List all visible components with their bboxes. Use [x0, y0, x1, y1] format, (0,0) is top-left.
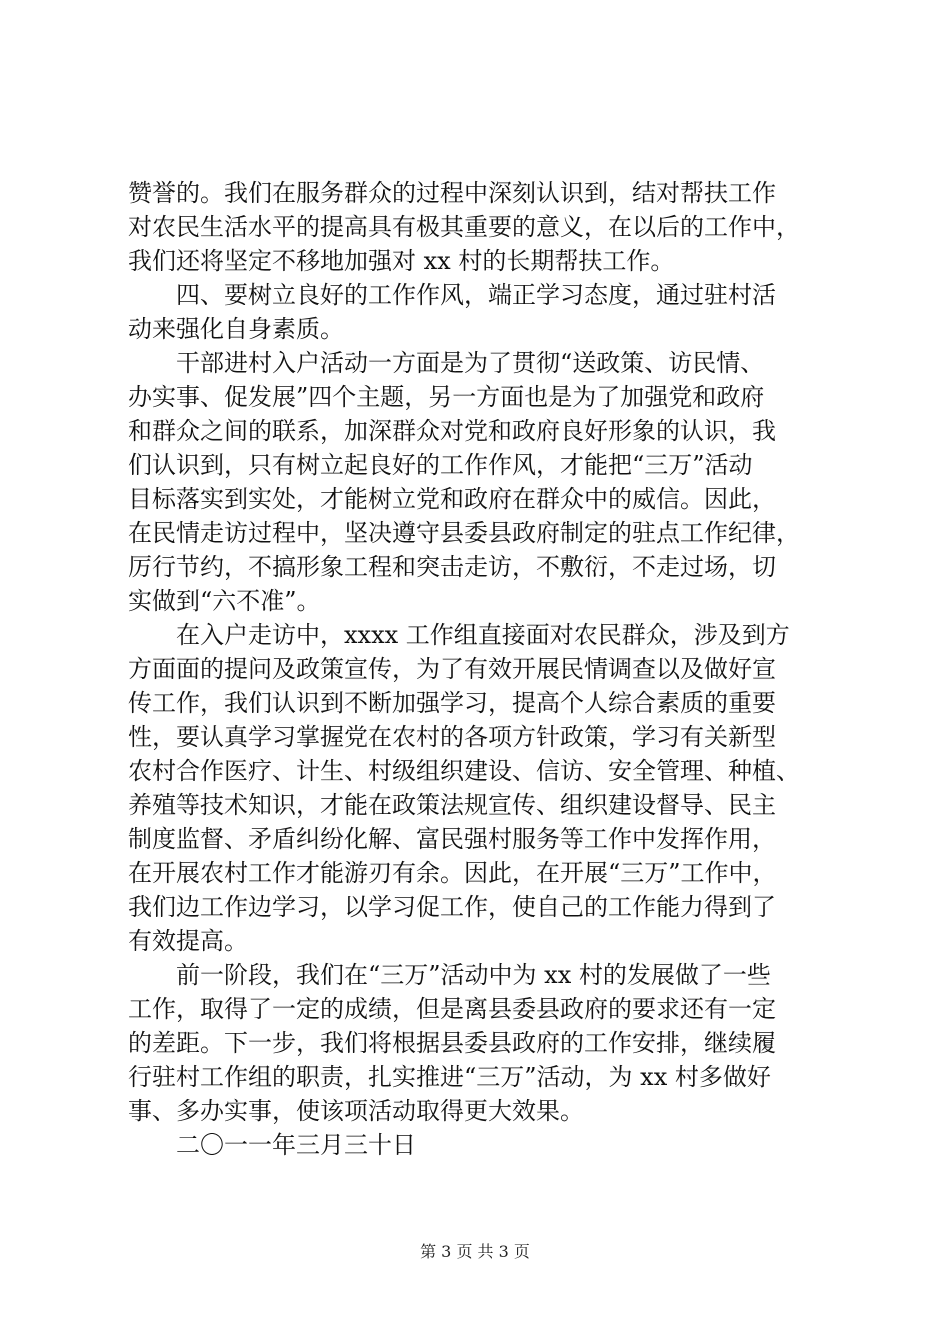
- text-line-12: 厉行节约，不搞形象工程和突击走访，不敷衍，不走过场，切: [128, 553, 776, 581]
- text-line-11: 在民情走访过程中，坚决遵守县委县政府制定的驻点工作纪律，: [128, 519, 800, 547]
- text-line-5: 动来强化自身素质。: [128, 315, 344, 343]
- text-line-26: 的差距。下一步，我们将根据县委县政府的工作安排，继续履: [128, 1029, 776, 1057]
- text-line-28: 事、多办实事，使该项活动取得更大效果。: [128, 1097, 584, 1125]
- text-line-21: 在开展农村工作才能游刃有余。因此，在开展“三万”工作中，: [128, 859, 777, 887]
- text-line-27: 行驻村工作组的职责，扎实推进“三万”活动，为 xx 村多做好: [128, 1063, 771, 1091]
- date-line: 二〇一一年三月三十日: [176, 1131, 416, 1159]
- text-line-18: 农村合作医疗、计生、村级组织建设、信访、安全管理、种植、: [128, 757, 800, 785]
- text-line-3: 我们还将坚定不移地加强对 xx 村的长期帮扶工作。: [128, 247, 675, 275]
- text-line-9: 们认识到，只有树立起良好的工作作风，才能把“三万”活动: [128, 451, 753, 479]
- text-line-7: 办实事、促发展”四个主题，另一方面也是为了加强党和政府: [128, 383, 765, 411]
- text-line-6: 干部进村入户活动一方面是为了贯彻“送政策、访民情、: [176, 349, 765, 377]
- text-line-22: 我们边工作边学习，以学习促工作，使自己的工作能力得到了: [128, 893, 776, 921]
- text-line-2: 对农民生活水平的提高具有极其重要的意义，在以后的工作中，: [128, 213, 800, 241]
- text-line-8: 和群众之间的联系，加深群众对党和政府良好形象的认识，我: [128, 417, 776, 445]
- text-line-25: 工作，取得了一定的成绩，但是离县委县政府的要求还有一定: [128, 995, 776, 1023]
- text-line-16: 传工作，我们认识到不断加强学习，提高个人综合素质的重要: [128, 689, 776, 717]
- text-line-14: 在入户走访中，xxxx 工作组直接面对农民群众，涉及到方: [176, 621, 790, 649]
- text-line-15: 方面面的提问及政策宣传，为了有效开展民情调查以及做好宣: [128, 655, 776, 683]
- text-line-4: 四、要树立良好的工作作风，端正学习态度，通过驻村活: [176, 281, 776, 309]
- page-number-footer: 第 3 页 共 3 页: [420, 1242, 530, 1261]
- text-line-19: 养殖等技术知识，才能在政策法规宣传、组织建设督导、民主: [128, 791, 776, 819]
- text-line-1: 赞誉的。我们在服务群众的过程中深刻认识到，结对帮扶工作: [128, 179, 776, 207]
- text-line-20: 制度监督、矛盾纠纷化解、富民强村服务等工作中发挥作用，: [128, 825, 776, 853]
- text-line-23: 有效提高。: [128, 927, 248, 955]
- text-line-13: 实做到“六不准”。: [128, 587, 321, 615]
- text-line-10: 目标落实到实处，才能树立党和政府在群众中的威信。因此，: [128, 485, 776, 513]
- text-line-17: 性，要认真学习掌握党在农村的各项方针政策，学习有关新型: [128, 723, 776, 751]
- text-line-24: 前一阶段，我们在“三万”活动中为 xx 村的发展做了一些: [176, 961, 771, 989]
